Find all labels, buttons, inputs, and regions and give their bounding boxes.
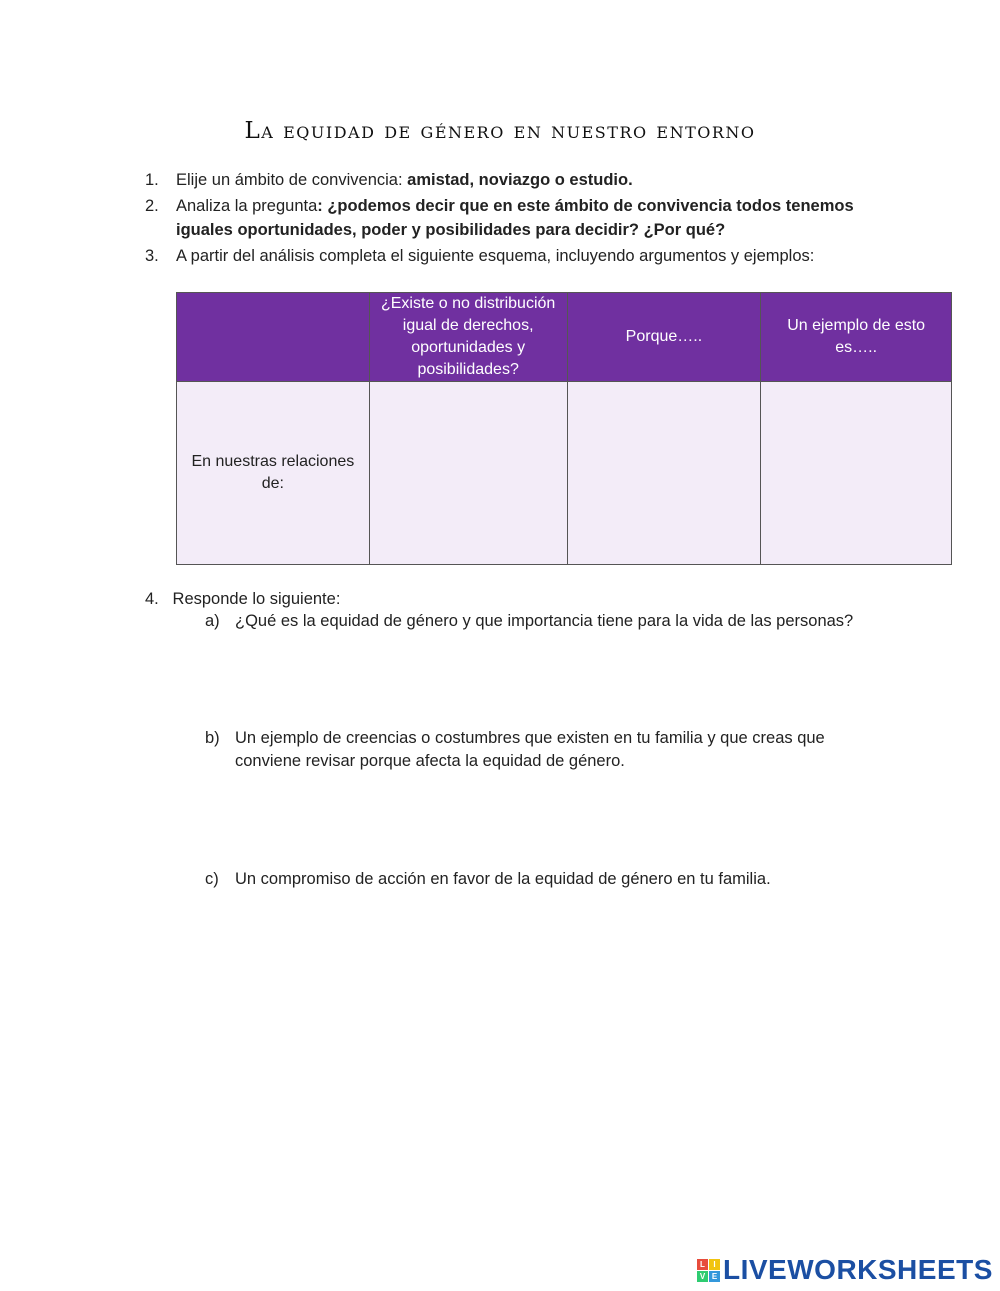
instruction-text: Analiza la pregunta <box>176 197 318 215</box>
sub-question-a <box>205 610 865 633</box>
sub-question-b <box>205 727 865 773</box>
instruction-text: A partir del análisis completa el siguiente esquema, incluyendo argumentos y ejemplos: <box>176 247 815 265</box>
header-because: Porque….. <box>567 293 761 382</box>
instructions-list <box>145 168 885 270</box>
instruction-number: 3. <box>145 247 159 265</box>
question-4 <box>145 587 905 611</box>
answer-cell-example[interactable] <box>761 382 952 565</box>
instruction-text: Elije un ámbito de convivencia: <box>176 171 408 189</box>
instruction-bold-text: amistad, noviazgo o estudio. <box>407 171 633 189</box>
sub-question-text: ¿Qué es la equidad de género y que importancia tiene para la vida de las personas? <box>235 612 854 630</box>
instruction-item-1 <box>145 168 885 192</box>
row-label: En nuestras relaciones de: <box>177 382 370 565</box>
instruction-bold-text: : ¿podemos decir que en este ámbito de convivencia todos tenemos iguales oportunidades, poder y posibilidades para decidir? ¿Por qué? <box>176 197 854 239</box>
table-header-row <box>177 293 952 382</box>
answer-cell-distribution[interactable] <box>369 382 567 565</box>
instruction-item-2 <box>145 194 885 242</box>
sub-question-letter: c) <box>205 870 219 888</box>
question-text: Responde lo siguiente: <box>172 590 341 608</box>
header-empty-cell <box>177 293 370 382</box>
sub-question-letter: a) <box>205 612 220 630</box>
question-number: 4. <box>145 590 159 608</box>
sub-question-text: Un compromiso de acción en favor de la equidad de género en tu familia. <box>235 870 771 888</box>
answer-cell-because[interactable] <box>567 382 761 565</box>
liveworksheets-logo <box>697 1255 993 1285</box>
logo-text: LIVEWORKSHEETS <box>723 1254 993 1285</box>
page-title: La equidad de género en nuestro entorno <box>244 118 756 144</box>
logo-icon: L I V E <box>697 1259 720 1282</box>
instruction-item-3 <box>145 244 885 268</box>
instruction-number: 1. <box>145 171 159 189</box>
instruction-number: 2. <box>145 197 159 215</box>
header-example: Un ejemplo de esto es….. <box>761 293 952 382</box>
sub-question-text: Un ejemplo de creencias o costumbres que existen en tu familia y que creas que conviene revisar porque afecta la equidad de género. <box>235 729 825 770</box>
header-distribution: ¿Existe o no distribución igual de derechos, oportunidades y posibilidades? <box>369 293 567 382</box>
sub-question-letter: b) <box>205 729 220 747</box>
table-row <box>177 382 952 565</box>
scheme-table <box>176 292 952 565</box>
sub-question-c <box>205 868 865 891</box>
